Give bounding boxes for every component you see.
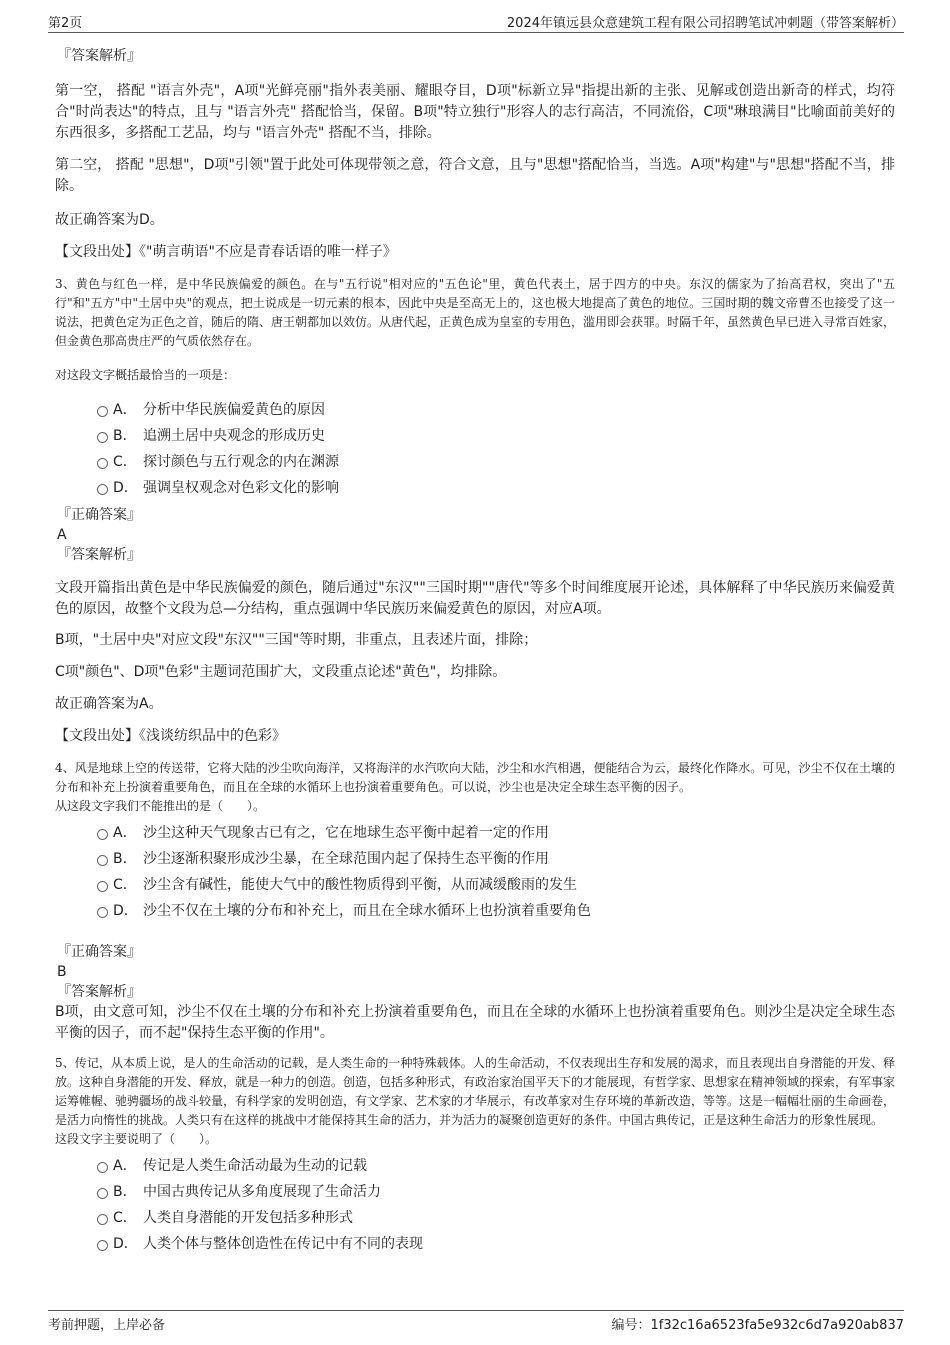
question-passage: 5、传记，从本质上说，是人的生命活动的记载，是人类生命的一种特殊载体。人的生命活动，不仅表现出生存和发展的渴求，而且表现出自身潜能的开发、释放。这种自身潜能的开发、释放，就是一种力的创造。创造，包括多种形式，有政治家治国平天下的才能展现，有哲学家、思想家在精神领域的探索，有军事家运筹帷幄、驰骋疆场的战斗较量，有科学家的发明创造，有文学家、艺术家的才华展示，有改革家对生存环境的革新改造，等等。这是一幅幅壮丽的生命画卷，是活力向惰性的挑战。人类只有在这样的挑战中才能保持其生命的活力，并为活力的凝聚创造更好的条件。中国古典传记，正是这种生命活力的形象性展现。	[55, 1056, 896, 1127]
option-list	[55, 397, 895, 501]
question-4	[55, 759, 895, 1044]
option-letter: A．	[113, 402, 137, 418]
answer-label: 『正确答案』	[57, 944, 141, 960]
question-stem: 这段文字主要说明了（ ）。	[55, 1132, 218, 1146]
radio-button[interactable]	[97, 881, 108, 892]
q2-analysis-section	[55, 46, 895, 263]
page-header	[48, 10, 904, 33]
analysis-paragraph: B项，由文意可知，沙尘不仅在土壤的分布和补充上扮演着重要角色，而且在全球的水循环上也扮演着重要角色。则沙尘是决定全球生态平衡的因子，而不起"保持生态平衡的作用"。	[55, 1004, 895, 1041]
option-text: 强调皇权观念对色彩文化的影响	[143, 480, 339, 496]
radio-button[interactable]	[97, 1240, 108, 1251]
option-a[interactable]	[55, 1153, 895, 1179]
option-text: 中国古典传记从多角度展现了生命活力	[143, 1184, 381, 1200]
document-id: 编号：1f32c16a6523fa5e932c6d7a920ab837	[611, 1318, 904, 1333]
option-d[interactable]	[55, 898, 895, 924]
question-stem: 从这段文字我们不能推出的是（ ）。	[55, 799, 266, 813]
radio-button[interactable]	[97, 1162, 108, 1173]
question-passage: 3、黄色与红色一样，是中华民族偏爱的颜色。在与"五行说"相对应的"五色论"里，黄色代表土，居于四方的中央。东汉的儒家为了抬高君权，突出了"五行"和"五方"中"土居中央"的观点，把土说成是一切元素的根本，因此中央是至高无上的，这也极大地提高了黄色的地位。三国时期的魏文帝曹丕也接受了这一说法，把黄色定为正色之首，随后的隋、唐王朝都加以效仿。从唐代起，正黄色成为皇室的专用色，滥用即会获罪。时隔千年，虽然黄色早已进入寻常百姓家，但金黄色那高贵庄严的气质依然存在。	[55, 277, 896, 348]
option-text: 追溯土居中央观念的形成历史	[143, 428, 325, 444]
question-5	[55, 1054, 895, 1257]
option-text: 分析中华民族偏爱黄色的原因	[143, 402, 325, 418]
option-a[interactable]	[55, 397, 895, 423]
option-text: 沙尘含有碱性，能使大气中的酸性物质得到平衡，从而减缓酸雨的发生	[143, 877, 577, 893]
analysis-label: 『答案解析』	[57, 48, 141, 64]
analysis-paragraph: B项，"土居中央"对应文段"东汉""三国"等时期，非重点，且表述片面，排除；	[55, 632, 538, 648]
option-letter: C．	[113, 877, 137, 893]
radio-button[interactable]	[97, 1188, 108, 1199]
source-citation: 【文段出处】《浅谈纺织品中的色彩》	[55, 728, 286, 744]
page-footer	[48, 1310, 904, 1333]
analysis-paragraph: 第二空， 搭配 "思想"，D项"引领"置于此处可体现带领之意，符合文意，且与"思想"搭配恰当，当选。A项"构建"与"思想"搭配不当，排除。	[55, 157, 895, 194]
option-letter: B．	[113, 1184, 137, 1200]
radio-button[interactable]	[97, 855, 108, 866]
option-b[interactable]	[55, 1179, 895, 1205]
radio-button[interactable]	[97, 406, 108, 417]
option-b[interactable]	[55, 846, 895, 872]
answer-label: 『正确答案』	[57, 507, 141, 523]
analysis-paragraph: 文段开篇指出黄色是中华民族偏爱的颜色，随后通过"东汉""三国时期""唐代"等多个时间维度展开论述，具体解释了中华民族历来偏爱黄色的原因，故整个文段为总—分结构，重点强调中华民族历来偏爱黄色的原因，对应A项。	[55, 580, 895, 617]
option-letter: D．	[113, 1236, 138, 1252]
document-title: 2024年镇远县众意建筑工程有限公司招聘笔试冲刺题（带答案解析）	[506, 16, 904, 31]
analysis-paragraph: 第一空， 搭配 "语言外壳"，A项"光鲜亮丽"指外表美丽、耀眼夺目，D项"标新立异"指提出新的主张、见解或创造出新奇的样式，均符合"时尚表达"的特点，且与 "语言外壳" 搭配恰当，保留。B项"特立独行"形容人的志行高洁，不同流俗，C项"琳琅满目"比喻面前美好的东西很多，多搭配工艺品，均与 "语言外壳" 搭配不当，排除。	[55, 83, 895, 141]
option-d[interactable]	[55, 475, 895, 501]
option-text: 沙尘这种天气现象古已有之，它在地球生态平衡中起着一定的作用	[143, 825, 549, 841]
option-text: 传记是人类生命活动最为生动的记载	[143, 1158, 367, 1174]
option-letter: B．	[113, 851, 137, 867]
page-number: 第2页	[48, 16, 83, 31]
option-letter: C．	[113, 454, 137, 470]
correct-answer: B	[57, 964, 67, 980]
option-letter: A．	[113, 1158, 137, 1174]
option-d[interactable]	[55, 1231, 895, 1257]
option-letter: C．	[113, 1210, 137, 1226]
option-list	[55, 820, 895, 924]
radio-button[interactable]	[97, 432, 108, 443]
option-text: 人类自身潜能的开发包括多种形式	[143, 1210, 353, 1226]
radio-button[interactable]	[97, 907, 108, 918]
option-letter: D．	[113, 480, 138, 496]
footer-slogan: 考前押题，上岸必备	[48, 1318, 166, 1333]
analysis-conclusion: 故正确答案为A。	[55, 696, 163, 712]
option-text: 沙尘逐渐积聚形成沙尘暴，在全球范围内起了保持生态平衡的作用	[143, 851, 549, 867]
correct-answer: A	[57, 527, 67, 543]
option-text: 人类个体与整体创造性在传记中有不同的表现	[143, 1236, 423, 1252]
question-3	[55, 275, 895, 747]
radio-button[interactable]	[97, 484, 108, 495]
source-citation: 【文段出处】《"萌言萌语"不应是青春话语的唯一样子》	[55, 244, 397, 260]
page-content	[55, 44, 895, 1257]
option-text: 探讨颜色与五行观念的内在渊源	[143, 454, 339, 470]
option-b[interactable]	[55, 423, 895, 449]
radio-button[interactable]	[97, 1214, 108, 1225]
analysis-conclusion: 故正确答案为D。	[55, 212, 164, 228]
analysis-label: 『答案解析』	[57, 547, 141, 563]
option-letter: A．	[113, 825, 137, 841]
option-a[interactable]	[55, 820, 895, 846]
option-list	[55, 1153, 895, 1257]
option-letter: B．	[113, 428, 137, 444]
question-passage: 4、风是地球上空的传送带，它将大陆的沙尘吹向海洋，又将海洋的水汽吹向大陆，沙尘和水汽相遇，便能结合为云，最终化作降水。可见，沙尘不仅在土壤的分布和补充上扮演着重要角色，而且在全球的水循环上也扮演着重要角色。可以说，沙尘也是决定全球生态平衡的因子。	[55, 761, 895, 794]
radio-button[interactable]	[97, 458, 108, 469]
option-c[interactable]	[55, 449, 895, 475]
option-text: 沙尘不仅在土壤的分布和补充上，而且在全球水循环上也扮演着重要角色	[143, 903, 591, 919]
option-c[interactable]	[55, 872, 895, 898]
analysis-label: 『答案解析』	[57, 984, 141, 1000]
analysis-paragraph: C项"颜色"、D项"色彩"主题词范围扩大，文段重点论述"黄色"，均排除。	[55, 664, 507, 680]
option-letter: D．	[113, 903, 138, 919]
question-stem: 对这段文字概括最恰当的一项是：	[55, 368, 236, 382]
option-c[interactable]	[55, 1205, 895, 1231]
radio-button[interactable]	[97, 829, 108, 840]
